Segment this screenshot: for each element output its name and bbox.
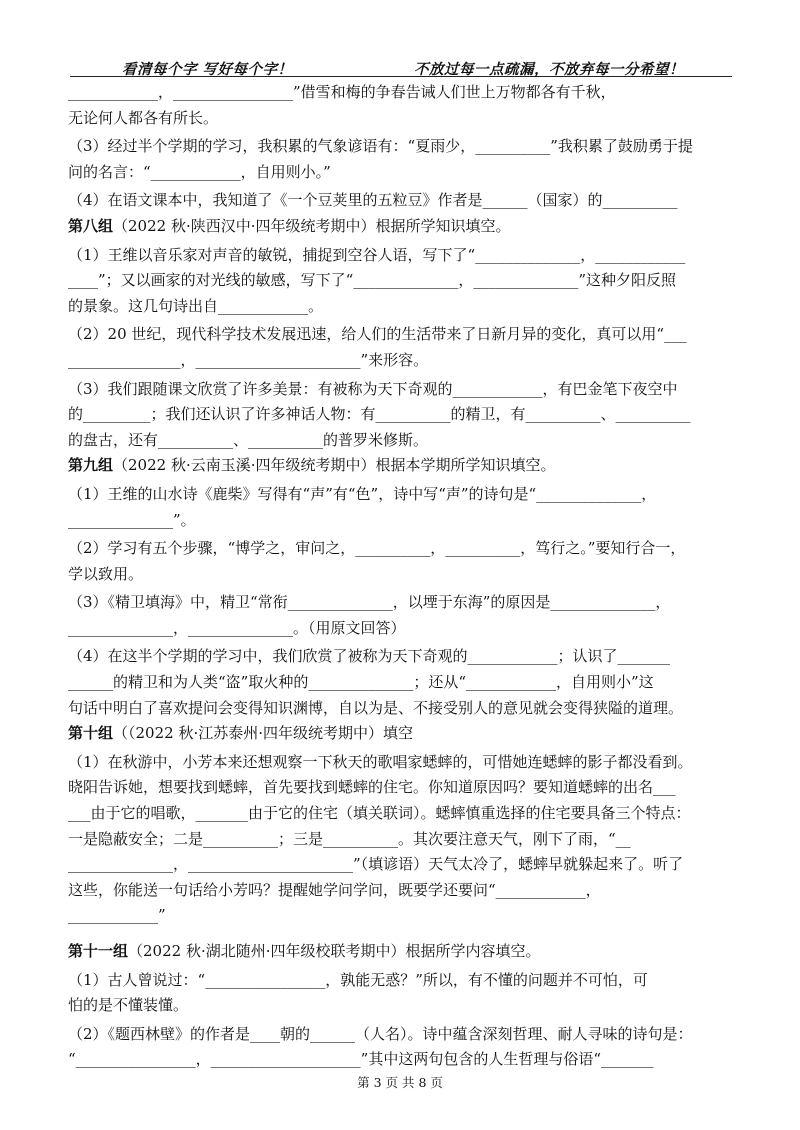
text-line: 这些，你能送一句话给小芳吗？提醒她学问学问，既要学还要问“____________， (68, 880, 601, 899)
text-line: 学以致用。 (68, 564, 144, 583)
text-line: 一是隐蔽安全；二是__________；三是__________。其次要注意天气，刚下了雨，“__ (68, 829, 631, 848)
text-line: （1）王维以音乐家对声音的敏锐，捕捉到空谷人语，写下了“______________，____________ (68, 245, 686, 264)
text-line: （3）我们跟随课文欣赏了许多美景：有被称为天下奇观的____________，有巴金笔下夜空中 (68, 379, 678, 398)
text-line: （1）古人曾说过：“________________，孰能无惑？”所以，有不懂的问题并不可怕，可 (68, 970, 648, 989)
text-line: （2）学习有五个步骤，“博学之，审问之，__________，__________，笃行之。”要知行合一， (68, 539, 686, 558)
text-line: 问的名言：“____________，自用则小。” (68, 162, 331, 181)
group-subtitle: （（2022 秋·江苏泰州·四年级统考期中）填空 (113, 724, 413, 743)
text-line: ______________”。 (68, 510, 196, 529)
group-subtitle: （2022 秋·陕西汉中·四年级统考期中）根据所学知识填空。 (113, 216, 511, 235)
text-line: 无论何人都各有所长。 (68, 108, 219, 127)
page-header (70, 52, 732, 77)
text-line: ______________，______________________”（填谚语）天气太冷了，蟋蟀早就躲起来了。听了 (68, 855, 684, 874)
group-title: 第九组 (68, 456, 114, 475)
text-line: 晓阳告诉她，想要找到蟋蟀，首先要找到蟋蟀的住宅。你知道原因吗？要知道蟋蟀的出名___ (68, 778, 676, 797)
text-line: （3）《精卫填海》中，精卫“常衔______________，以堙于东海”的原因是______________， (68, 593, 671, 612)
text-line: （4）在这半个学期的学习中，我们欣赏了被称为天下奇观的____________；认识了_______ (68, 647, 671, 666)
text-line: ______的精卫和为人类“盗”取火种的______________；还从“____________，自用则小”这 (68, 673, 654, 692)
text-line: 的景象。这几句诗出自____________。 (68, 296, 324, 315)
text-line: ___由于它的唱歌，_______由于它的住宅（填关联词）。蟋蟀慎重选择的住宅要具备三个特点： (68, 804, 691, 823)
text-line: ____________，________________”借雪和梅的争春告诫人们世上万物都各有千秋， (68, 83, 616, 101)
text-line: 怕的是不懂装懂。 (68, 996, 189, 1015)
text-line: 句话中明白了喜欢提问会变得知识渊博，自以为是、不接受别人的意见就会变得狭隘的道理。 (68, 698, 684, 717)
text-line: （1）在秋游中，小芳本来还想观察一下秋天的歌唱家蟋蟀的，可惜她连蟋蟀的影子都没看到。 (68, 752, 693, 771)
header-motto-left: 看清每个字 写好每个字！ (122, 61, 293, 78)
text-line: （4）在语文课本中，我知道了《一个豆荚里的五粒豆》作者是______（国家）的__________ (68, 191, 678, 210)
header-motto-right: 不放过每一点疏漏，不放弃每一分希望！ (414, 61, 684, 78)
text-line: _______________，______________________”来形容。 (68, 350, 429, 369)
text-line: 的_________；我们还认识了许多神话人物：有__________的精卫，有__________、__________ (68, 405, 691, 424)
worksheet-content (68, 80, 736, 1073)
text-line: “________________，____________________”其中这两句包含的人生哲理与俗语“_______ (68, 1050, 654, 1069)
group-heading-8 (68, 214, 736, 240)
group-title: 第十组 (68, 724, 114, 743)
page-number: 第 3 页 共 8 页 (357, 1075, 443, 1090)
text-line: （2）20 世纪，现代科学技术发展迅速，给人们的生活带来了日新月异的变化，真可以用“___ (68, 325, 687, 344)
group-subtitle: （2022 秋·云南玉溪·四年级统考期中）根据本学期所学知识填空。 (113, 456, 556, 475)
group-heading-9 (68, 453, 736, 479)
group-heading-11 (68, 939, 736, 965)
text-line: ______________，______________。（用原文回答） (68, 618, 406, 637)
group-title: 第十一组 (68, 942, 129, 960)
text-line: （2）《题西林壁》的作者是____朝的______（人名）。诗中蕴含深刻哲理、耐人寻味的诗句是： (68, 1024, 693, 1043)
group-title: 第八组 (68, 216, 114, 235)
text-line: （3）经过半个学期的学习，我积累的气象谚语有：“夏雨少，__________”我积累了鼓励勇于提 (68, 137, 693, 156)
text-line: ____”；又以画家的对光线的敏感，写下了“______________，______________”这种夕阳反照 (68, 271, 677, 290)
group-subtitle: （2022 秋·湖北随州·四年级校联考期中）根据所学内容填空。 (128, 942, 541, 960)
text-line: 的盘古，还有__________、__________的普罗米修斯。 (68, 430, 429, 449)
text-line: ____________” (68, 906, 166, 925)
group-heading-10 (68, 721, 736, 747)
text-line: （1）王维的山水诗《鹿柴》写得有“声”有“色”，诗中写“声”的诗句是“______________， (68, 484, 657, 503)
